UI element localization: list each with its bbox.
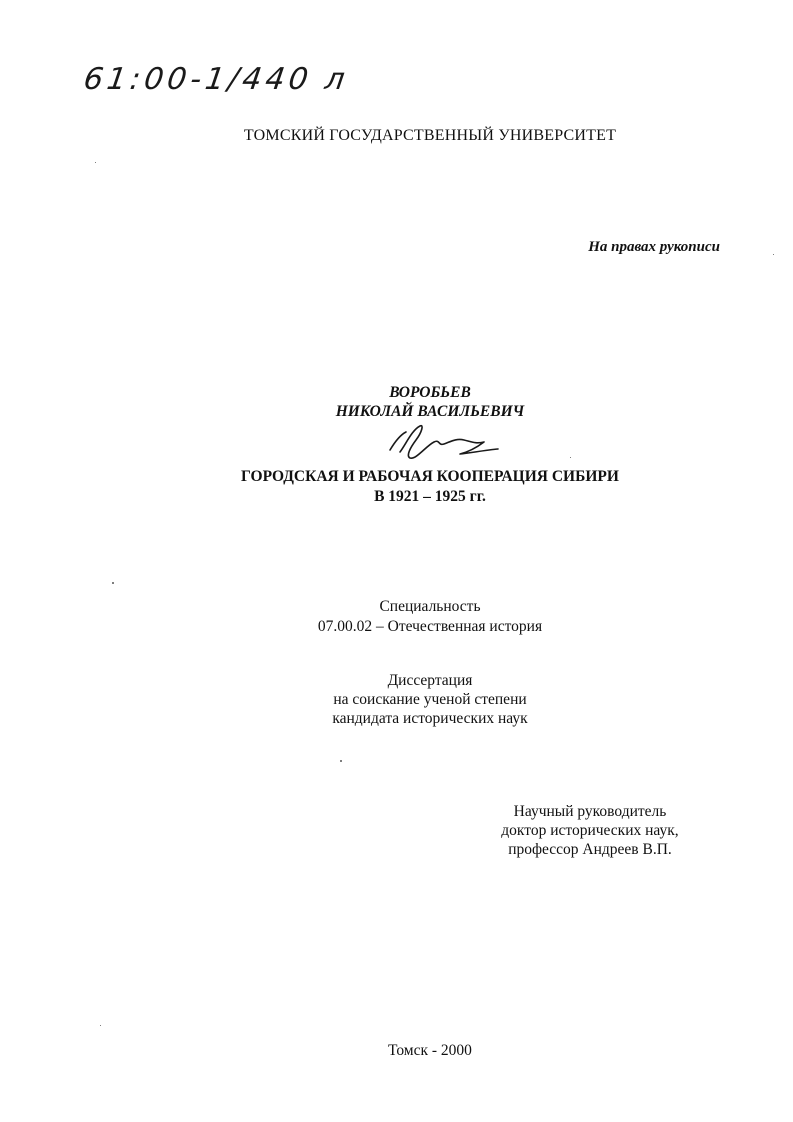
dissertation-title-line-2: В 1921 – 1925 гг. xyxy=(374,488,486,505)
scan-speck xyxy=(773,254,774,255)
dissertation-purpose: на соискание ученой степени xyxy=(333,691,527,708)
specialty-label: Специальность xyxy=(379,598,481,615)
advisor-role: Научный руководитель xyxy=(513,803,667,820)
advisor-name: профессор Андреев В.П. xyxy=(508,841,672,858)
specialty-value: 07.00.02 – Отечественная история xyxy=(317,618,543,635)
handwritten-archive-number: 61:00-1/440 л xyxy=(81,62,351,97)
dissertation-title-line-1: ГОРОДСКАЯ И РАБОЧАЯ КООПЕРАЦИЯ СИБИРИ xyxy=(241,468,619,485)
place-and-year: Томск - 2000 xyxy=(388,1042,472,1059)
scan-speck xyxy=(570,457,571,458)
scan-speck xyxy=(340,760,342,762)
author-surname: ВОРОБЬЕВ xyxy=(389,384,471,401)
scan-speck xyxy=(100,1025,101,1026)
advisor-degree: доктор исторических наук, xyxy=(501,822,679,839)
dissertation-degree: кандидата исторических наук xyxy=(332,710,528,727)
signature-icon xyxy=(376,422,516,462)
manuscript-rights-note: На правах рукописи xyxy=(588,239,720,255)
author-given-names: НИКОЛАЙ ВАСИЛЬЕВИЧ xyxy=(335,403,525,420)
scan-speck xyxy=(112,582,114,584)
scan-speck xyxy=(95,162,96,163)
dissertation-type: Диссертация xyxy=(387,672,473,689)
university-name: ТОМСКИЙ ГОСУДАРСТВЕННЫЙ УНИВЕРСИТЕТ xyxy=(243,127,617,144)
